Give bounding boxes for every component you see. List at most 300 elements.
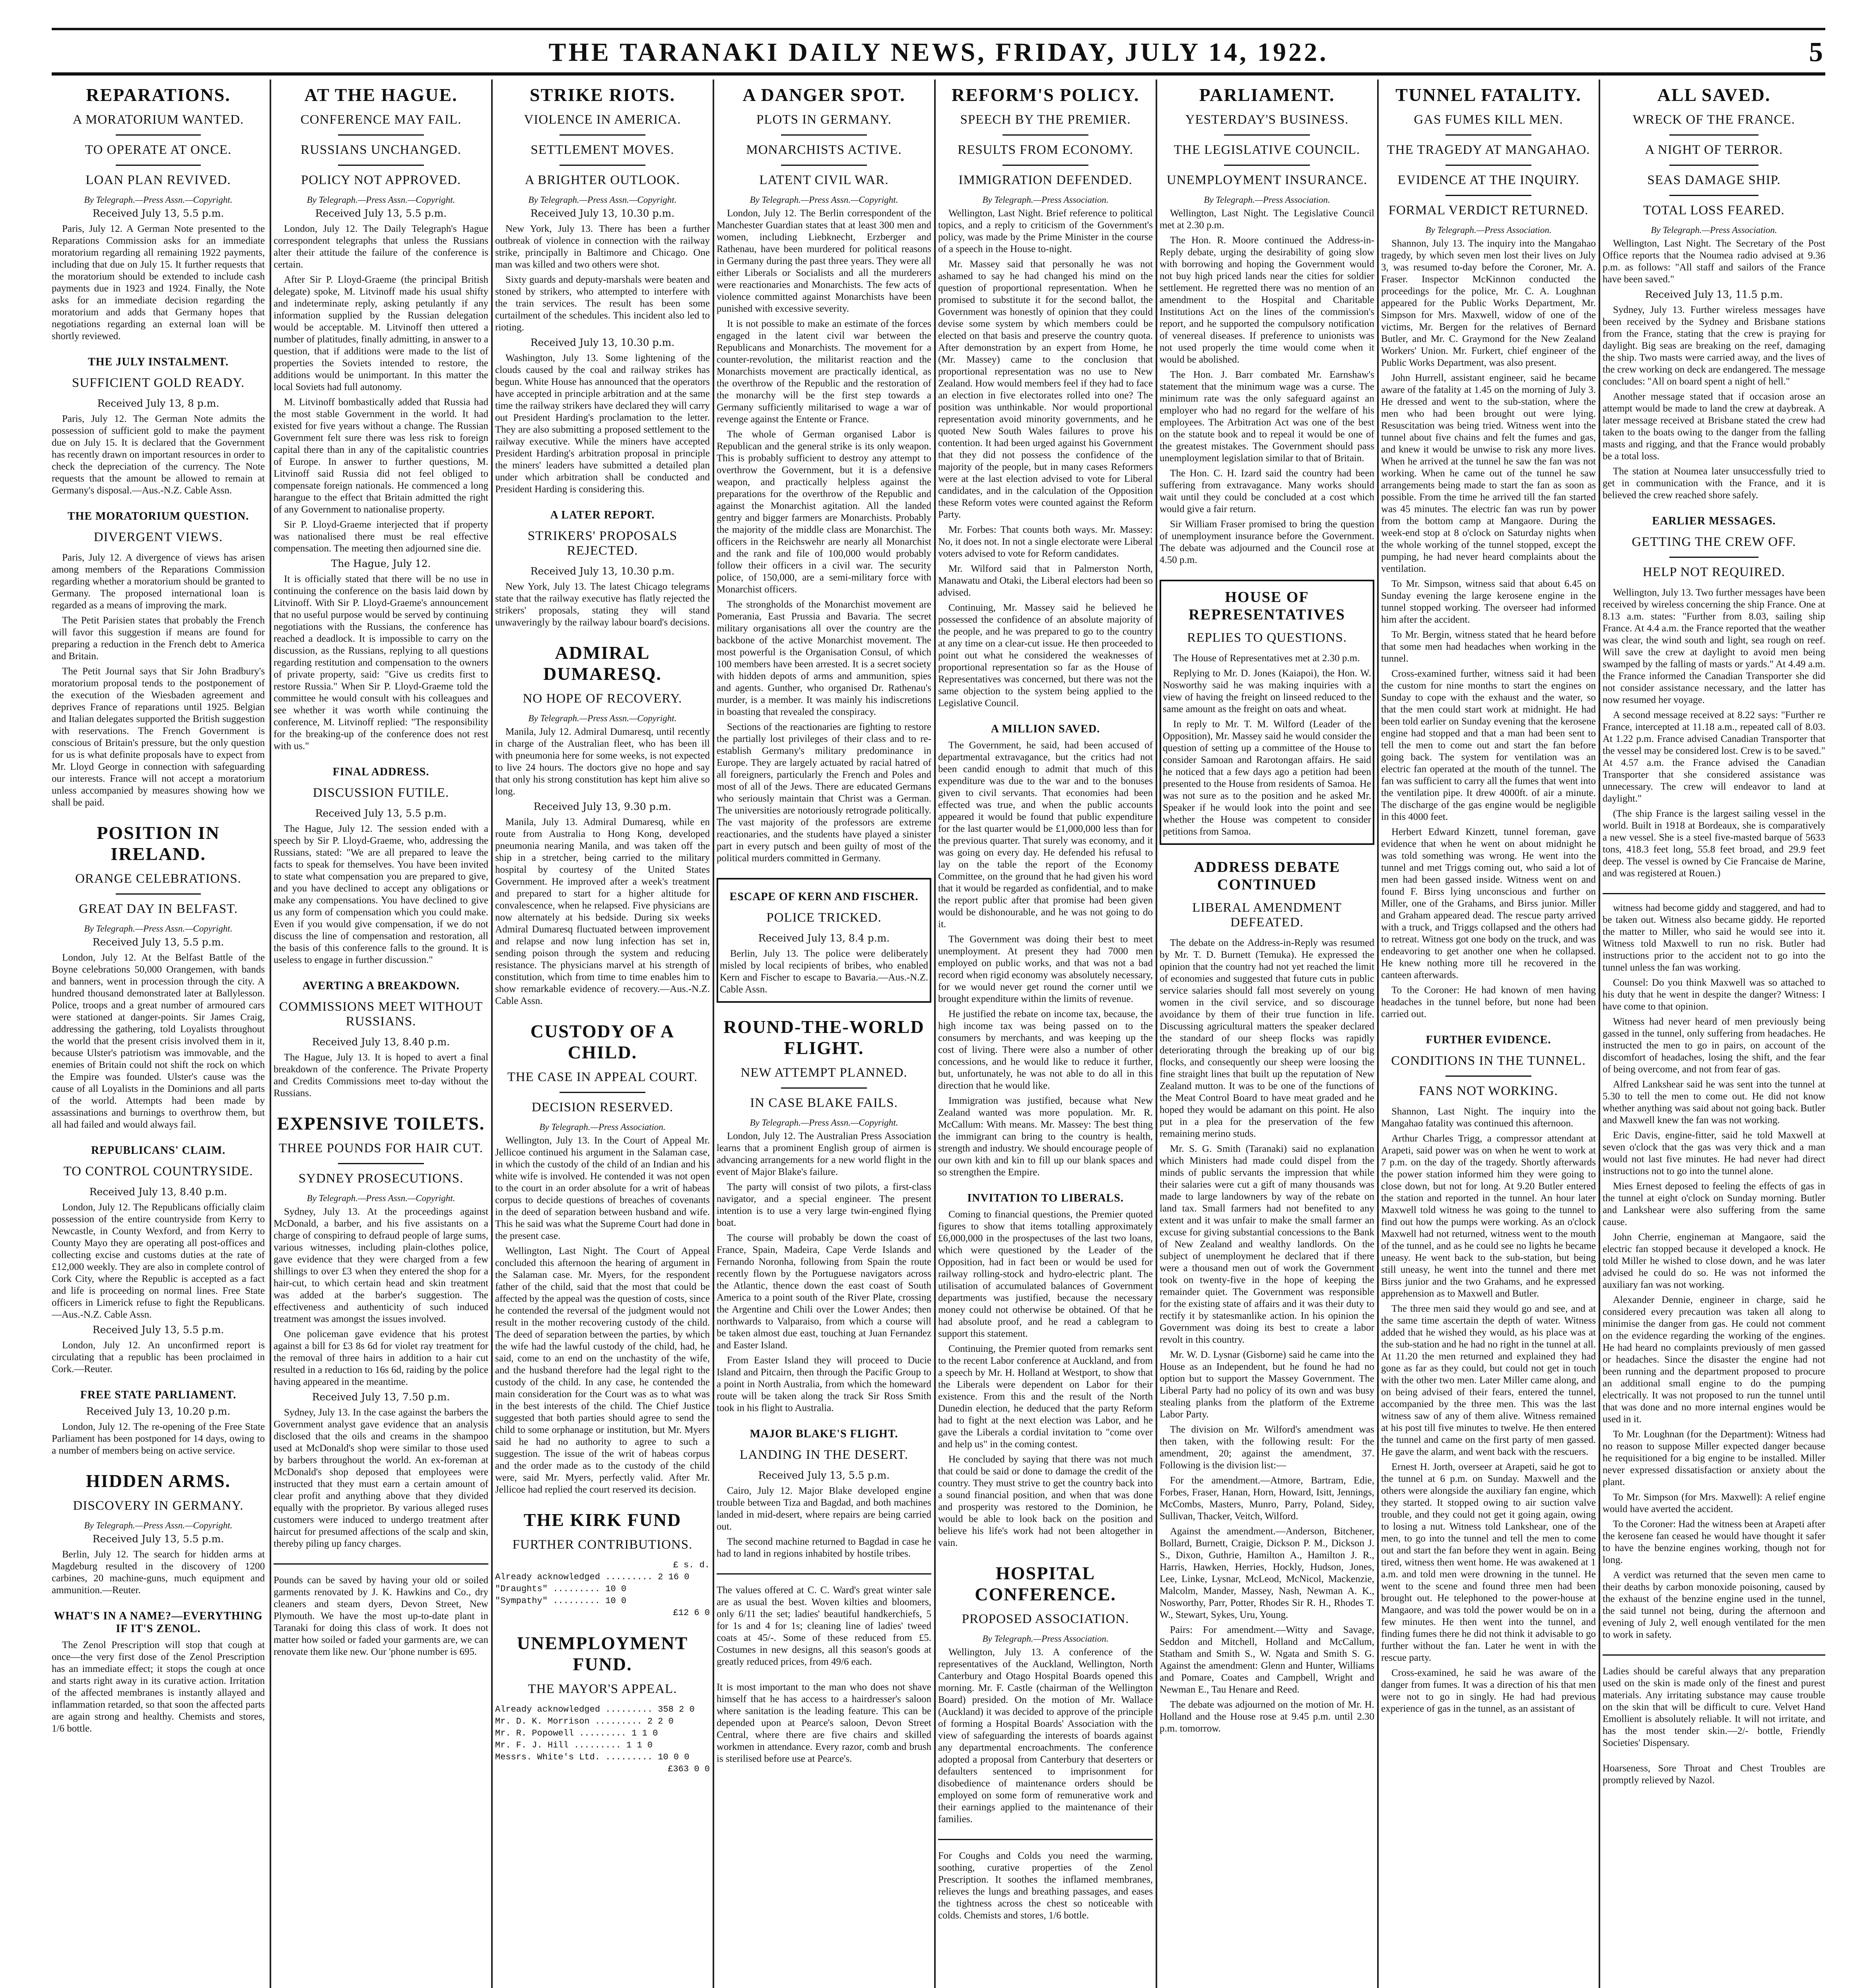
article-body: The Petit Parisien states that probably the French will favor this suggestion if means are found for preparing a reduction in the French debt to America and Britain. — [52, 615, 265, 662]
deck: SUFFICIENT GOLD READY. — [72, 376, 245, 390]
article-later-report — [495, 509, 710, 629]
article-body: Ladies should be careful always that any preparation used on the skin is made only of the finest and purest materials. Any irritating substance may cause trouble on the skin that will be difficult to cure. Velvet Hand Emollient is absolutely reliable. It will not irritate, and has the most tender skin.—2/- bottle, Friendly Societies' Dispensary. — [1603, 1666, 1825, 1748]
deck: RUSSIANS UNCHANGED. — [300, 143, 462, 157]
article-body: To Mr. Bergin, witness stated that he heard before that some men had headaches when working in the tunnel. — [1381, 629, 1596, 664]
article-body: Another message stated that if occasion arose an attempt would be made to land the crew at daybreak. A later message received at Brisbane stated the crew had taken to the boats owing to the danger from the falling masts and rigging, and that the France would probably be a total loss. — [1603, 391, 1825, 462]
article-body: For the amendment.—Atmore, Bartram, Edie, Forbes, Fraser, Hanan, Horn, Howard, Isitt, Jennings, McCombs, Masters, Munro, Parry, Poland, Sidey, Sullivan, Thacker, Veitch, Wilford. — [1160, 1475, 1374, 1522]
article-body: Sir William Fraser promised to bring the question of unemployment insurance before the Government. The debate was adjourned and the Council rose at 4.50 p.m. — [1160, 519, 1374, 565]
article-body: London, July 12. An unconfirmed report is circulating that a republic has been proclaimed in Cork.—Reuter. — [52, 1340, 265, 1375]
article-body: He concluded by saying that there was not much that could be said or done to damage the credit of the country. They must strive to get the country back into a sound financial position, and when that was done and prosperity was restored to the Dominion, he would be able to look back on the position and believe his life's work had not been altogether in vain. — [938, 1454, 1153, 1548]
received-line: Received July 13, 5.5 p.m. — [92, 1324, 224, 1336]
deck: HELP NOT REQUIRED. — [1642, 565, 1786, 579]
headline: POSITION IN IRELAND. — [97, 823, 220, 864]
contribution-total: £12 6 0 — [673, 1608, 710, 1618]
deck: STRIKERS' PROPOSALS REJECTED. — [527, 529, 678, 558]
deck: LATENT CIVIL WAR. — [759, 173, 889, 187]
article-hospital-conference — [938, 1563, 1153, 1825]
article-body: To the Coroner: Had the witness been at Arapeti after the kerosene fan ceased he would have thought it safer to have the benzine engines working, though not for long. — [1603, 1519, 1825, 1565]
deck: GETTING THE CREW OFF. — [1632, 535, 1796, 549]
article-body: New York, July 13. There has been a further outbreak of violence in connection with the railway strike, principally in Baltimore and Chicago. One man was killed and two others were shot. — [495, 223, 710, 270]
article-body: It is not possible to make an estimate of the forces engaged in the latent civil war between the Republicans and Monarchists. The movement for a counter-revolution, the militarist reaction and the Monarchists movement are practically identical, as the overthrow of the Republic and the restoration of the monarchy will be the first step towards a Germany sufficiently militarised to wage a war of revenge against the Entente or France. — [717, 318, 931, 425]
headline: HIDDEN ARMS. — [86, 1471, 231, 1491]
deck: THE MAYOR'S APPEAL. — [528, 1682, 677, 1696]
subheading: INVITATION TO LIBERALS. — [967, 1192, 1124, 1204]
deck: TO OPERATE AT ONCE. — [85, 143, 231, 157]
subheading: AVERTING A BREAKDOWN. — [302, 980, 460, 992]
article-body: London, July 12. The Daily Telegraph's Hague correspondent telegraphs that unless the Russians alter their attitude the failure of the conference is certain. — [274, 223, 488, 270]
article-body: It is most important to the man who does not shave himself that he has access to a hairdresser's saloon where sanitation is the leading feature. This can be depended upon at Pearce's saloon, Devon Street Central, where there are five chairs and skilled workmen in attendance. Every razor, comb and brush is sterilised before use at Pearce's. — [717, 1682, 931, 1764]
headline: REFORM'S POLICY. — [951, 85, 1140, 105]
money-header: £ s. d. — [673, 1560, 710, 1570]
subheading: EARLIER MESSAGES. — [1652, 515, 1776, 527]
article-round-the-world-flight — [717, 1016, 931, 1414]
article-body: Mr. W. D. Lysnar (Gisborne) said he came into the House as an Independent, but he found he had no option but to support the Massey Government. The Liberal Party had no policy of its own and was busy stealing planks from the platform of the Extreme Labor Party. — [1160, 1349, 1374, 1420]
deck: SETTLEMENT MOVES. — [530, 143, 674, 157]
advertisement-pearce-saloon — [717, 1681, 931, 1765]
deck-rule — [1669, 165, 1758, 166]
headline: EXPENSIVE TOILETS. — [277, 1113, 485, 1134]
deck: DISCOVERY IN GERMANY. — [73, 1499, 244, 1513]
deck: LANDING IN THE DESERT. — [740, 1448, 908, 1462]
deck: THE TRAGEDY AT MANGAHAO. — [1387, 143, 1590, 157]
deck-rule — [1669, 557, 1758, 558]
received-line: Received July 13, 11.5 p.m. — [1645, 289, 1783, 300]
deck: GAS FUMES KILL MEN. — [1414, 113, 1563, 127]
article-kirk-fund — [495, 1509, 710, 1619]
deck: FURTHER CONTRIBUTIONS. — [512, 1538, 693, 1552]
deck: ORANGE CELEBRATIONS. — [75, 872, 241, 886]
article-body: The course will probably be down the coast of France, Spain, Madeira, Cape Verde Islands and Fernando Noronha, following from Spain the route recently flown by the Portuguese navigators across the Atlantic, thence down the east coast of South America to a point south of the River Plate, crossing the Argentine and Chili over the Lower Andes; then northwards to Valparaiso, from which a course will be taken almost due east, touching at Juan Fernandez and Easter Island. — [717, 1233, 931, 1351]
article-body: Sir P. Lloyd-Graeme interjected that if property was nationalised there must be real effective compensation. The meeting then adjourned sine die. — [274, 519, 488, 554]
article-body: London, July 12. The re-opening of the Free State Parliament has been postponed for 14 days, owing to a number of members being on active service. — [52, 1421, 265, 1456]
deck-rule — [1446, 195, 1531, 196]
article-body: The station at Noumea later unsuccessfully tried to get in communication with the France, and it is believed the crew reached shore safely. — [1603, 466, 1825, 501]
deck-rule — [560, 1092, 645, 1093]
subheading: FURTHER EVIDENCE. — [1426, 1034, 1551, 1046]
deck-rule — [1224, 134, 1310, 136]
article-body: Arthur Charles Trigg, a compressor attendant at Arapeti, said power was on when he went to work at 7 p.m. on the day of the tragedy. Shortly afterwards the power station informed him they were going to close down, but not for long. At 9.20 Butler entered the station and reported in the tunnel. An hour later Maxwell told witness he was going to the tunnel to find out how the pumps were working. As an o'clock Maxwell had not returned, witness went to the mouth of the tunnel, and as he could see no lights he became uneasy. He went back to the sub-station, but being still uneasy, he went into the tunnel and there met Birss junior and the two Grahams, and he expressed apprehension as to Maxwell and Butler. — [1381, 1133, 1596, 1299]
deck-rule — [781, 165, 867, 166]
article-body: Mr. Massey said that personally he was not ashamed to say he had changed his mind on the question of proportional representation. When he promised to substitute it for the second ballot, the Government was honestly of opinion that they could devise some system by which members could be elected on that basis and preserve the country quota. After demonstration by an expert from Home, he (Mr. Massey) came to the conclusion that proportional representation was no use to New Zealand. How would members feel if they had to face an election in five electorates rolled into one? The position was unthinkable. Nor would proportional representation avoid minority governments, and he quoted New South Wales failures to prove his contention. It had been urged against his Government that they did not possess the confidence of the majority of the people, but in many cases Reformers were at the last election advised to vote for Liberal candidates, and in the calculation of the Opposition these Reform votes were counted against the Reform Party. — [938, 259, 1153, 520]
deck: SPEECH BY THE PREMIER. — [960, 113, 1131, 127]
article-free-state-parliament — [52, 1389, 265, 1457]
deck-rule — [338, 1163, 424, 1164]
byline: By Telegraph.—Press Association. — [1651, 225, 1777, 235]
subheading: ESCAPE OF KERN AND FISCHER. — [729, 891, 919, 903]
received-line: Received July 13, 8.4 p.m. — [758, 932, 890, 944]
deck-rule — [1224, 165, 1310, 166]
article-at-the-hague — [274, 84, 488, 752]
byline: By Telegraph.—Press Association. — [982, 1634, 1109, 1644]
article-body: It is officially stated that there will be no use in continuing the conference on the basis laid down by Litvinoff. With Sir P. Lloyd-Graeme's announcement that no useful purpose would be served by continuing negotiations with the Russians, the conference has reached a deadlock. It is impossible to carry on the discussion, as the Russians, replying to all questions regarding restitution and compensation to the owners of private property, said: "Give us credits first to restore Russia." When Sir P. Lloyd-Graeme told the committee he would consult with his colleagues and see whether it was worth while continuing the conference, M. Litvinoff replied: "The responsibility for the breaking-up of the conference does not rest with us." — [274, 574, 488, 751]
article-body: Sixty guards and deputy-marshals were beaten and stoned by strikers, who attempted to interfere with the train services. The result has been some curtailment of the schedules. This incident also led to rioting. — [495, 274, 710, 333]
masthead-top-rule — [52, 28, 1825, 30]
advertisement-zenol-colds — [938, 1850, 1153, 1922]
byline: By Telegraph.—Press Assn.—Copyright. — [307, 1193, 455, 1203]
article-body: The Government, he said, had been accused of departmental extravagance, but the critics had not been candid enough to admit that much of this expenditure was due to the war and to the bonuses given to civil servants. That economies had been effected was true, and when the public accounts appeared it would be found that public expenditure for the last quarter would be £1,000,000 less than for the previous quarter. That surely was economy, and it was going on every day. He defended his refusal to lay on the table the report of the Economy Committee, on the ground that he had given his word that it would be regarded as confidential, and to make the report public after that promise had been given would be dishonourable, and he was not going to do it. — [938, 740, 1153, 930]
article-body: The values offered at C. C. Ward's great winter sale are as usual the best. Woven kilties and bloomers, only 6/11 the set; ladies' beautiful handkerchiefs, 5 for 1s and 4 for 1s; cleaning line of ladies' tweed coats at 45/-. Some of these reduced from £5. Costumes in new designs, all this season's goods at greatly reduced prices, from 49/6 each. — [717, 1585, 931, 1667]
article-body: Cross-examined, he said he was aware of the danger from fumes. It was a direction of his that men were not to go in singly. He had had previous experience of gas in the tunnel, as an assistant of — [1381, 1668, 1596, 1714]
article-million-saved — [938, 723, 1153, 1178]
deck-rule — [116, 893, 201, 895]
deck: COMMISSIONS MEET WITHOUT RUSSIANS. — [279, 1000, 483, 1029]
article-further-evidence — [1381, 1034, 1596, 1715]
deck: LIBERAL AMENDMENT DEFEATED. — [1192, 901, 1342, 930]
column-4 — [717, 80, 931, 1988]
article-body: Herbert Edward Kinzett, tunnel foreman, gave evidence that when he went on about midnight he was told something was wrong. He went into the tunnel and met Triggs coming out, who said a lot of men had been gassed inside. Witness went on and found F. Birss lying unconscious and further on Miller, one of the Grahams, and Birss junior. Miller and Graham appeared dead. The rescue party arrived with a truck, and Triggs collapsed and the others had to retreat. Witness got one body on the truck, and was endeavoring to get another one when he collapsed. He knew nothing more till he recovered in the canteen afterwards. — [1381, 827, 1596, 980]
deck: CONFERENCE MAY FAIL. — [300, 113, 462, 127]
deck: TO CONTROL COUNTRYSIDE. — [63, 1164, 253, 1178]
article-body: Wellington, July 13. A conference of the representatives of the Auckland, Wellington, North Canterbury and Otago Hospital Boards opened this morning. Mr. F. Castle (chairman of the Wellington Board) presided. On the motion of Mr. Wallace (Auckland) it was decided to approve of the principle of forming a Hospital Boards' Association with the view of safeguarding the interests of boards against any departmental encroachments. The conference adopted a proposal from Canterbury that deserters or defaulters sentenced to imprisonment for disobedience of maintenance orders should be employed on some form of remunerative work and their earnings applied to the maintenance of their families. — [938, 1647, 1153, 1825]
article-body: After Sir P. Lloyd-Graeme (the principal British delegate) spoke, M. Litvinoff made his usual shifty and indeterminate reply, asking petulantly if any information supplied by the Russian delegation would be acceptable. M. Litvinoff then uttered a number of platitudes, finally admitting, in answer to a question, that if additions were made to the list of properties the Soviets intended to restore, the additions would be unimportant. In this matter the local Soviets had full autonomy. — [274, 274, 488, 392]
deck: A NIGHT OF TERROR. — [1645, 143, 1783, 157]
column-6 — [1160, 80, 1374, 1988]
contribution-row: Mr. D. K. Morrison ......... 2 2 0 — [495, 1716, 674, 1726]
deck: RESULTS FROM ECONOMY. — [958, 143, 1133, 157]
deck-rule — [560, 165, 645, 166]
article-body: Wellington, Last Night. The Court of Appeal concluded this afternoon the hearing of argument in the Salaman case. Mr. Myers, for the respondent father of the child, said that the most that could be affected by the appeal was the question of costs, since he contended the reversal of the judgment would not result in the mother recovering custody of the child. The deed of separation between the parties, by which the wife had the lawful custody of the child, had, he said, come to an end on the unchastity of the wife, and the husband therefore had the legal right to the custody of the child. In any case, he contended the main consideration for the Court was as to what was in the best interests of the child. The Chief Justice suggested that both parties should agree to send the child to some orphanage or institution, but Mr. Myers said he had no authority to agree to such a suggestion. The issue of the writ of habeas corpus and the order made as to the custody of the child were, said Mr. Myers, perfectly valid. After Mr. Jellicoe had replied the court reserved its decision. — [495, 1246, 710, 1495]
article-body: The division on Mr. Wilford's amendment was then taken, with the following result: For the amendment, 20; against the amendment, 37. Following is the division list:— — [1160, 1424, 1374, 1471]
article-body: He justified the rebate on income tax, because, the high income tax was being passed on to the consumers by merchants, and was keeping up the cost of living. There were also a number of other concessions, and he would like to reduce it further, but, unfortunately, he was not able to do all in this direction that he would like. — [938, 1009, 1153, 1091]
article-body: Paris, July 12. A German Note presented to the Reparations Commission asks for an immediate moratorium regarding all remaining 1922 payments, including that due on July 15. It further requests that the moratorium should be extended to include cash payments due in 1923 and 1924. Finally, the Note asks for an immediate decision regarding the moratorium and adds that Germany hopes that negotiations regarding an external loan will be shortly reviewed. — [52, 223, 265, 342]
subheading: THE MORATORIUM QUESTION. — [67, 510, 249, 522]
byline: By Telegraph.—Press Assn.—Copyright. — [750, 195, 898, 205]
byline: By Telegraph.—Press Association. — [1425, 225, 1552, 235]
article-body: New York, July 13. The latest Chicago telegrams state that the railway executive has flatly rejected the strikers' proposals, stating they will stand unwaveringly by the railway labour board's decisions. — [495, 581, 710, 628]
deck-rule — [1669, 134, 1758, 136]
contribution-row: Messrs. White's Ltd. ......... 10 0 0 — [495, 1752, 690, 1762]
column-rule — [1599, 80, 1600, 1988]
byline: By Telegraph.—Press Assn.—Copyright. — [84, 924, 233, 934]
received-line: Received July 13, 10.30 p.m. — [530, 337, 675, 348]
article-body: Cairo, July 12. Major Blake developed engine trouble between Tiza and Bagdad, and both machines landed in mid-desert, where repairs are being carried out. — [717, 1485, 931, 1532]
article-body: Wellington, Last Night. Brief reference to political topics, and a reply to criticism of the Government's policy, was made by the Prime Minister in the course of a speech in the House to-night. — [938, 208, 1153, 254]
subheading: THE JULY INSTALMENT. — [88, 356, 229, 368]
deck: FANS NOT WORKING. — [1419, 1084, 1558, 1098]
article-reparations — [52, 84, 265, 342]
headline: ADDRESS DEBATE CONTINUED — [1193, 859, 1341, 893]
deck-rule — [338, 134, 424, 136]
deck: THREE POUNDS FOR HAIR CUT. — [278, 1141, 483, 1155]
article-body: London, July 12. The Republicans officially claim possession of the entire countryside from Kerry to Newcastle, in County Wexford, and from Kerry to County Mayo they are operating all post-offices and collecting excise and customs duties at the rate of £12,000 weekly. They are also in complete control of Cork City, where the Republic is accepted as a fact and life is proceeding on normal lines. Free State officers in Limerick refuse to fight the Republicans.—Aus.-N.Z. Cable Assn. — [52, 1202, 265, 1320]
advertisement-hawkins — [274, 1574, 488, 1658]
headline: UNEMPLOYMENT FUND. — [517, 1633, 688, 1674]
deck: IMMIGRATION DEFENDED. — [958, 173, 1133, 187]
separator — [717, 1573, 931, 1574]
article-body: Berlin, July 13. The police were deliberately misled by local recipients of bribes, who enabled Kern and Fischer to escape to Bavaria.—Aus.-N.Z. Cable Assn. — [720, 948, 928, 995]
article-body: Wellington, Last Night. The Legislative Council met at 2.30 p.m. — [1160, 208, 1374, 231]
received-line: Received July 13, 7.50 p.m. — [312, 1391, 450, 1403]
article-body: The Hon. C. H. Izard said the country had been suffering from extravagance. Many works should wait until they could be concluded at a cost which would give a fair return. — [1160, 468, 1374, 514]
article-body: The Government was doing their best to meet unemployment. At present they had 7000 men employed on public works, and that was not a bad record when rigid economy was absolutely necessary, for we would never get round the corner until we brought expenditure within the limits of revenue. — [938, 934, 1153, 1004]
byline: By Telegraph.—Press Assn.—Copyright. — [750, 1118, 898, 1128]
deck: SEAS DAMAGE SHIP. — [1647, 173, 1781, 187]
article-danger-spot — [717, 84, 931, 864]
article-republicans-claim — [52, 1144, 265, 1375]
received-line: Received July 13, 5.5 p.m. — [315, 808, 447, 819]
article-body: The debate was adjourned on the motion of Mr. H. Holland and the House rose at 9.45 p.m. until 2.30 p.m. tomorrow. — [1160, 1699, 1374, 1734]
article-body: Pairs: For amendment.—Witty and Savage, Seddon and Mitchell, Holland and McCallum, Statham and Smith S., W. Ngata and Smith S. G. Against the amendment: Glenn and Hunter, Williams and Pomare, Coates and Campbell, Wright and Newman E., Tau Henare and Reed. — [1160, 1625, 1374, 1695]
article-hidden-arms — [52, 1470, 265, 1596]
page-columns — [52, 80, 1825, 1988]
deck-rule — [781, 1087, 867, 1089]
deck: POLICY NOT APPROVED. — [301, 173, 461, 187]
article-body: To Mr. Simpson (for Mrs. Maxwell): A relief engine would have averted the accident. — [1603, 1492, 1825, 1514]
newspaper-title: THE TARANAKI DAILY NEWS, FRIDAY, JULY 14, 1922. — [548, 38, 1329, 67]
received-line: Received July 13, 5.5 p.m. — [758, 1470, 890, 1481]
received-line: Received July 13, 10.30 p.m. — [530, 565, 675, 577]
article-body: Wellington, July 13. In the Court of Appeal Mr. Jellicoe continued his argument in the Salaman case, in which the custody of the child of an Indian and his white wife is involved. He contended it was not open to the court in an order absolute for a writ of habeas corpus to decide questions of breaches of covenants in the deed of separation between husband and wife. This he said was what the Supreme Court had done in the present case. — [495, 1135, 710, 1241]
article-body: Sydney, July 13. At the proceedings against McDonald, a barber, and his five assistants on a charge of conspiring to defraud people of large sums, various witnesses, including plain-clothes police, gave evidence that they were charged from a few shillings to over £3 when they entered the shop for a hair-cut, to which certain head and skin treatment was added at the barber's suggestion. The effectiveness and authenticity of such induced treatment was amongst the issues involved. — [274, 1206, 488, 1324]
subheading: A LATER REPORT. — [550, 509, 655, 521]
article-body: John Hurrell, assistant engineer, said he became aware of the fatality at 1.45 on the morning of July 3. He dressed and went to the sub-station, where the men who had been brought out were lying. Resuscitation was being tried. Witness went into the tunnel about five chains and felt the fumes and gas, and knew it would be unwise to risk any more lives. When he arrived at the tunnel he saw the fan was not working. When he came out of the tunnel he saw arrangements being made to start the fan as soon as possible. From the time he arrived till the fan started was 45 minutes. The electric fan was run by power from the bottom camp at Mangaore. During the week-end stop at 8 o'clock on Saturday nights when the whole working of the tunnel stopped, except the pumping, he had never heard complaints about the ventilation. — [1381, 373, 1596, 574]
deck: UNEMPLOYMENT INSURANCE. — [1166, 173, 1368, 187]
headline: HOUSE OF REPRESENTATIVES — [1189, 589, 1345, 623]
article-reforms-policy — [938, 84, 1153, 709]
article-body: To Mr. Simpson, witness said that about 6.45 on Sunday evening the large kerosene engine in the tunnel stopped working. The overseer had informed him after the accident. — [1381, 579, 1596, 625]
article-body: To Mr. Loughnan (for the Department): Witness had no reason to suppose Miller expected danger because he requisitioned for a big engine to be installed. Miller never expressed dissatisfaction or anxiety about the plant. — [1603, 1429, 1825, 1487]
deck: TOTAL LOSS FEARED. — [1643, 203, 1785, 217]
deck: FORMAL VERDICT RETURNED. — [1388, 203, 1589, 217]
article-body: Counsel: Do you think Maxwell was so attached to his duty that he went in despite the danger? Witness: I have come to that opinion. — [1603, 977, 1825, 1012]
article-body: (The ship France is the largest sailing vessel in the world. Built in 1918 at Bordeaux, she is comparatively a new vessel. She is a steel five-masted barque of 5633 tons, 418.3 feet long, 55.8 feet broad, and 29.9 feet deep. The vessel is owned by Cie Francaise de Marine, and was registered at Rouen.) — [1603, 808, 1825, 879]
article-body: A second message received at 8.22 says: "Further re France, intercepted at 11.18 a.m., repeated call of 8.03. At 1.22 p.m. France advised Canadian Transporter that the vessel may be considered lost. Crew is to be saved." At 4.57 a.m. the France advised the Canadian Transporter that she considered assistance was unnecessary. The crew will endeavor to land at daylight." — [1603, 710, 1825, 804]
contribution-row: "Sympathy" ......... 10 0 — [495, 1596, 627, 1606]
article-invitation-to-liberals — [938, 1192, 1153, 1549]
received-line: Received July 13, 8 p.m. — [97, 398, 220, 409]
article-escape-kern-fischer — [717, 878, 931, 1003]
deck-rule — [338, 165, 424, 166]
article-body: Sydney, July 13. In the case against the barbers the Government analyst gave evidence that an analysis disclosed that the oils and creams in the shampoo used at McDonald's shop were similar to those used by barbers throughout the world. An ex-foreman at McDonald's shop deposed that employees were instructed that they must earn a certain amount of clear profit and anything above that they divided equally with the proprietor. By various alleged ruses customers were induced to undergo treatment after haircut for presumed affections of the scalp and skin, thereby piling up fancy charges. — [274, 1407, 488, 1549]
received-line: Received July 13, 8.40 p.m. — [312, 1036, 450, 1048]
deck: DISCUSSION FUTILE. — [313, 786, 449, 800]
received-line: Received July 13, 5.5 p.m. — [92, 936, 224, 948]
deck: GREAT DAY IN BELFAST. — [79, 902, 238, 916]
deck-rule — [1446, 165, 1531, 166]
article-tunnel-continued — [1603, 902, 1825, 1641]
deck: NO HOPE OF RECOVERY. — [523, 691, 682, 706]
byline: By Telegraph.—Press Assn.—Copyright. — [307, 195, 455, 205]
separator — [938, 1839, 1153, 1840]
article-body: The House of Representatives met at 2.30 p.m. — [1173, 653, 1360, 664]
article-body: Alexander Dennie, engineer in charge, said he considered every precaution was taken all along to minimise the danger from gas. He could not comment on the evidence regarding the working of the engines. He had heard no complaints previously of men gassed or headaches. Since the disaster the engine had not been running and the department proposed to procure an additional small engine to do the pumping electrically. It was not proposed to run the tunnel until that was done and no more internal engines would be used in it. — [1603, 1295, 1825, 1425]
article-body: Shannon, Last Night. The inquiry into the Mangahao fatality was continued this afternoon. — [1381, 1106, 1596, 1129]
article-tunnel-fatality — [1381, 84, 1596, 1020]
subheading: FINAL ADDRESS. — [332, 766, 429, 778]
contribution-row: Mr. R. Popowell ......... 1 1 0 — [495, 1728, 658, 1738]
article-body: Coming to financial questions, the Premier quoted figures to show that items totalling approximately £6,000,000 in the prospectuses of the last two loans, which were questioned by the Leader of the Opposition, had in fact been or would be used for railway rolling-stock and hydro-electric plant. The utilisation of accumulated balances of Government departments was justified, because the necessary money could not otherwise be obtained. Of that he had absolute proof, and he read a cablegram to support this statement. — [938, 1209, 1153, 1339]
deck: THE CASE IN APPEAL COURT. — [507, 1070, 698, 1084]
article-body: A verdict was returned that the seven men came to their deaths by carbon monoxide poisoning, caused by the exhaust of the benzine engine used in the tunnel, the said tunnel not being, during the afternoon and evening of July 2, well enough ventilated for the men to work in safety. — [1603, 1570, 1825, 1640]
article-body: John Cherrie, engineman at Mangaore, said the electric fan stopped because it developed a knock. He told Miller he wished to close down, and he was later advised he could do so. He was not informed the auxiliary fan was not working. — [1603, 1232, 1825, 1290]
subheading: A MILLION SAVED. — [991, 723, 1100, 735]
deck-rule — [1669, 195, 1758, 196]
advertisement-velvet-hand — [1603, 1666, 1825, 1749]
article-body: Replying to Mr. D. Jones (Kaiapoi), the Hon. W. Nosworthy said he was making inquiries with a view of having the freight on linseed reduced to the same amount as the freight on oats and wheat. — [1163, 668, 1371, 714]
headline: AT THE HAGUE. — [304, 85, 458, 105]
headline: THE KIRK FUND — [523, 1510, 682, 1530]
column-rule — [1377, 80, 1379, 1988]
deck: DECISION RESERVED. — [531, 1100, 674, 1114]
article-body: Mr. Forbes: That counts both ways. Mr. Massey: No, it does not. In not a single electorate were Liberal voters advised to vote for Reform candidates. — [938, 524, 1153, 559]
deck: THE LEGISLATIVE COUNCIL. — [1174, 143, 1360, 157]
article-body: Sections of the reactionaries are fighting to restore the partially lost privileges of their class and to re-establish Germany's military predominance in Europe. They are largely actuated by racial hatred of all foreigners, particularly the French and Poles and most of all of the Jews. There are educated Germans who seriously maintain that Christ was a German. The universities are notoriously retrograde politically. The vast majority of the professors are extreme reactionaries, and the students have played a sinister part in every putsch and been guilty of most of the political murders committed in Germany. — [717, 722, 931, 864]
subheading: FREE STATE PARLIAMENT. — [80, 1389, 237, 1401]
deck: EVIDENCE AT THE INQUIRY. — [1397, 173, 1580, 187]
article-body: M. Litvinoff bombastically added that Russia had the most stable Government in the world. It had existed for five years without a change. The Russian Government felt sure there was less risk to foreign capital there than in any of the capitalistic countries of Europe. In answer to further questions, M. Litvinoff said Russia did not feel obliged to compensate foreign nationals. He commenced a long harangue to the effect that Britain admitted the right of any Government to nationalise property. — [274, 397, 488, 515]
headline: ROUND-THE-WORLD FLIGHT. — [723, 1017, 925, 1058]
article-body: Continuing, the Premier quoted from remarks sent to the recent Labor conference at Auckland, and from a speech by Mr. H. Holland at Westport, to show that the Liberals were dependent on Labor for their existence. From this and the result of the North Dunedin election, he deduced that the party Reform had to fight at the next election was Labor, and he gave the Liberals a cordial invitation to "come over and help us" in the coming contest. — [938, 1343, 1153, 1450]
article-body: Berlin, July 12. The search for hidden arms at Magdeburg resulted in the discovery of 1200 carbines, 20 machine-guns, much equipment and ammunition.—Reuter. — [52, 1549, 265, 1596]
byline: By Telegraph.—Press Association. — [1204, 195, 1330, 205]
article-body: From Easter Island they will proceed to Ducie Island and Pitcairn, then through the Pacific Group to a point in North Australia, from which the homeward route will be taken along the track Sir Ross Smith took in his flight to Australia. — [717, 1355, 931, 1413]
article-body: The Hague, July 12. The session ended with a speech by Sir P. Lloyd-Graeme, who, addressing the Russians, stated: "We are all prepared to leave the facts to speak for themselves. You have been invited to state what compensation you are prepared to give, and you have declined to accept any obligations or make any compensations. You have declined to give us any form of compensation which you could make. Even if you would give compensation, if we do not discuss the line of compensation and restoration, all the basis of this conference falls to the ground. It is useless to engage in further discussion." — [274, 823, 488, 965]
subheading: MAJOR BLAKE'S FLIGHT. — [750, 1428, 898, 1440]
article-custody-of-child — [495, 1021, 710, 1496]
article-body: Manila, July 13. Admiral Dumaresq, while en route from Australia to Hong Kong, developed pneumonia nearing Manila, and was taken off the ship in a stretcher, being carried to the military hospital by courtesy of the United States Government. He improved after a week's treatment and prepared to start for a higher altitude for convalescence, when he relapsed. Five physicians are now alternately at his bedside. During six weeks Admiral Dumaresq fluctuated between improvement and relapse and now lung infection has set in, sending poison through the system and reducing resistance. The physicians marvel at his strength of constitution, which from time to time enables him to show remarkable evidence of recovery.—Aus.-N.Z. Cable Assn. — [495, 817, 710, 1006]
byline: By Telegraph.—Press Assn.—Copyright. — [84, 195, 233, 205]
received-line: Received July 13, 9.30 p.m. — [533, 801, 672, 812]
column-2 — [274, 80, 488, 1988]
article-body: Paris, July 12. A divergence of views has arisen among members of the Reparations Commission regarding whether a moratorium should be granted to Germany. The proposed international loan is regarded as a means of improving the mark. — [52, 552, 265, 611]
deck: IN CASE BLAKE FAILS. — [750, 1096, 898, 1110]
deck: REPLIES TO QUESTIONS. — [1187, 631, 1347, 645]
article-parliament — [1160, 84, 1374, 566]
article-body: For Coughs and Colds you need the warming, soothing, curative properties of the Zenol Prescription. It soothes the inflamed membranes, relieves the lungs and breathing passages, and eases the tightness across the chest so noticeable with colds. Chemists and stores, 1/6 bottle. — [938, 1850, 1153, 1921]
contribution-row: Mr. F. J. Hill ......... 1 1 0 — [495, 1740, 653, 1750]
article-body: Cross-examined further, witness said it had been the custom for nine months to start the engines on Sunday to cope with the exhaust and the water, so that the men could start work at midnight. He had been told earlier on Sunday evening that the kerosene engine had stopped and that a man had been sent to tell the men to come out and start the fan before going back. The system for ventilation was an electric fan operated at the mouth of the tunnel. The fan was sufficient to carry all the fumes that went into the ventilation pipe. It drew 4000ft. of air a minute. The discharge of the gas engine would be negligible in this 4000 feet. — [1381, 668, 1596, 822]
article-body: The party will consist of two pilots, a first-class navigator, and a special engineer. The present intention is to use a very large twin-engined flying boat. — [717, 1182, 931, 1228]
article-body: To the Coroner: He had known of men having headaches in the tunnel before, but none had been carried out. — [1381, 985, 1596, 1019]
article-body: The whole of German organised Labor is Republican and the general strike is its only weapon. This is probably sufficient to destroy any attempt to overthrow the Government, but it is a defensive weapon, and practically helpless against the preparations for the overthrow of the Republic and against the Monarchist agitation. All the landed gentry and bigger farmers are Monarchists. Probably the majority of the middle class are Monarchist. The officers in the Reichswehr are nearly all Monarchist and the rank and file of 100,000 would probably follow their officers in a civil war. The security police, of 150,000, are a semi-military force with Monarchist officers. — [717, 429, 931, 595]
column-5 — [938, 80, 1153, 1988]
masthead-bottom-rule — [52, 72, 1825, 76]
byline: By Telegraph.—Press Assn.—Copyright. — [84, 1520, 233, 1530]
article-body: Mies Ernest deposed to feeling the effects of gas in the tunnel at eight o'clock on Sunday morning. Butler and Lankshear were also suffering from the same cause. — [1603, 1181, 1825, 1227]
subheading: WHAT'S IN A NAME?—EVERYTHING IF IT'S ZENOL. — [54, 1610, 263, 1635]
deck: MONARCHISTS ACTIVE. — [746, 143, 902, 157]
contribution-row: Already acknowledged ......... 358 2 0 — [495, 1705, 695, 1714]
article-body: Immigration was justified, because what New Zealand wanted was more population. Mr. R. McCallum: With means. Mr. Massey: The best thing the immigrant can bring to the country is health, strength and industry. We should encourage people of our own kith and kin to fill up our blank spaces and so strengthen the Empire. — [938, 1095, 1153, 1178]
column-7 — [1381, 80, 1596, 1988]
article-all-saved — [1603, 84, 1825, 501]
article-moratorium-question — [52, 510, 265, 809]
column-1 — [52, 80, 265, 1988]
deck: NEW ATTEMPT PLANNED. — [740, 1066, 907, 1080]
contribution-total: £363 0 0 — [668, 1764, 710, 1774]
article-body: One policeman gave evidence that his protest against a bill for £3 8s 6d for violet ray treatment for the removal of three hairs in addition to a hair cut resulted in a reduction to 16s 6d, raiding by the police having appeared in the meantime. — [274, 1329, 488, 1387]
advertisement-zenol — [52, 1610, 265, 1735]
deck-rule — [781, 134, 867, 136]
byline: By Telegraph.—Press Assn.—Copyright. — [528, 195, 677, 205]
column-rule — [1156, 80, 1157, 1988]
article-body: Eric Davis, engine-fitter, said he told Maxwell at seven o'clock that the gas was very thick and a man would not last five minutes. He had never had direct instructions not to go into the tunnel alone. — [1603, 1130, 1825, 1176]
article-body: London, July 12. At the Belfast Battle of the Boyne celebrations 50,000 Orangemen, with bands and banners, went in procession through the city. A hundred thousand demonstrated later at Ballylesson. Police, troops and a great number of armoured cars were stationed at danger-points. Sir James Craig, addressing the gathering, told Loyalists throughout the world that the present crisis involved them in it, because Ulster's patriotism was immovable, and the enemies of Britain could not shift the rock on which the Empire was founded. Ulster's cause was the cause of all Loyalists in the Dominions and all parts of the world. Attempts had been made by assassinations and burnings to overthrow them, but all had failed and would always fail. — [52, 952, 265, 1130]
article-body: Sydney, July 13. Further wireless messages have been received by the Sydney and Brisbane stations from the France, stating that the crew is praying for daylight. Big seas are breaking on the reef, damaging the ship. Two masts were carried away, and the lives of the crew working on deck are endangered. The message concludes: "All on board spent a night of hell." — [1603, 305, 1825, 387]
article-house-of-representatives — [1160, 580, 1374, 845]
article-body: Pounds can be saved by having your old or soiled garments renovated by J. K. Hawkins and Co., dry cleaners and steam dyers, Devon Street, New Plymouth. We have the most up-to-date plant in Taranaki for doing this class of work. It does not matter how soiled or faded your garments are, we can renovate them like new. Our 'phone number is 695. — [274, 1575, 488, 1657]
received-line: The Hague, July 12. — [331, 558, 431, 569]
deck-rule — [1446, 1076, 1531, 1077]
article-body: The Hon. R. Moore continued the Address-in-Reply debate, urging the desirability of going slow with borrowing and hoping the Government would not buy high priced lands near the cities for soldier settlement. He regretted there was no mention of an amendment to the Hospital and Charitable Institutions Act on the lines of the commission's report, and he supported the compulsory notification of venereal diseases. If preference to unionists was not used properly the time would come when it would be abolished. — [1160, 235, 1374, 365]
column-rule — [934, 80, 936, 1988]
article-body: The second machine returned to Bagdad in case he had to land in regions inhabited by hostile tribes. — [717, 1536, 931, 1559]
article-body: The three men said they would go and see, and at the same time ascertain the depth of water. Witness added that he wished they would, as his place was at the sub-station and he had no right in the tunnel at all. At 11.20 the men returned and explained they had gone as far as they could, but could not get in touch with the other two men. Later Miller came along, and on being advised of their fears, entered the tunnel, accompanied by the three men. This was the last witness saw of any of them alive. Witness remained at his post till five minutes to twelve. He then entered the tunnel and came on the first party of men gassed. He gave the alarm, and went back with the rescuers. — [1381, 1303, 1596, 1457]
subheading: REPUBLICANS' CLAIM. — [91, 1144, 225, 1157]
article-body: Against the amendment.—Anderson, Bitchener, Bollard, Burnett, Craigie, Dickson P. M., Dickson J. S., Dixon, Guthrie, Hamilton A., Hamilton J. R., Harris, Hawken, Herries, Hockly, Hudson, Jones, Lee, Linke, Lysnar, McLeod, McNicol, Mackenzie, Malcolm, Mander, Massey, Nash, Newman A. K., Nosworthy, Parr, Potter, Rhodes Sir R. H., Rhodes T. W., Stewart, Sykes, Uru, Young. — [1160, 1526, 1374, 1620]
article-body: Mr. S. G. Smith (Taranaki) said no explanation which Ministers had made could dispel from the minds of public servants the impression that while their salaries were cut a gift of many thousands was made to large landowners by way of the rebate on land tax. Small farmers had not benefited to any extent and it was unfair to make the small farmer an excuse for giving substantial concessions to the Bank of New Zealand and wealthy landlords. On the subject of unemployment he declared that if there were a thousand men out of work the Government took on twenty-five in the hope of keeping the remainder quiet. The Government was responsible for the existing state of affairs and it was their duty to rectify it by statesmanlike action. In his opinion the Government was doing its best to create a labor revolt in this country. — [1160, 1143, 1374, 1345]
received-line: Received July 13, 5.5 p.m. — [92, 208, 224, 219]
article-body: The Petit Journal says that Sir John Bradbury's moratorium proposal tends to the postponement of the execution of the Wiesbaden agreement and deprives France of reparations until 1925. Belgian and Italian delegates supported the British suggestion with reservations. The French Government is conscious of Britain's pressure, but the only question for us is what definite proposals have to expect from Mr. Lloyd George in connection with safeguarding our interests. France will not accept a moratorium unless accompanied by measures showing how we shall be paid. — [52, 666, 265, 808]
deck: A MORATORIUM WANTED. — [72, 113, 244, 127]
deck: SYDNEY PROSECUTIONS. — [298, 1171, 464, 1186]
separator — [1603, 893, 1825, 894]
headline: HOSPITAL CONFERENCE. — [975, 1563, 1116, 1604]
headline: PARLIAMENT. — [1199, 85, 1335, 105]
advertisement-ward-sale — [717, 1584, 931, 1668]
headline: ALL SAVED. — [1657, 85, 1771, 105]
article-admiral-dumaresq — [495, 642, 710, 1007]
article-body: witness had become giddy and staggered, and had to be taken out. Witness also became giddy. He reported the matter to Miller, who said he would see into it. Witness told Maxwell to run no risk. Butler had instructions prior to the accident not to go into the tunnel unless the fan was working. — [1603, 903, 1825, 973]
received-line: Received July 13, 8.40 p.m. — [89, 1186, 227, 1198]
deck-rule — [1003, 165, 1088, 166]
article-body: Shannon, July 13. The inquiry into the Mangahao tragedy, by which seven men lost their lives on July 3, was resumed to-day before the Coroner, Mr. A. Fraser. Inspector McKinnon conducted the proceedings for the police, Mr. C. A. Loughnan appeared for the Public Works Department, Mr. Simpson for Mrs. Maxwell, widow of one of the victims, Mr. Bergen for the relatives of Bernard Butler, and Mr. C. Graymond for the New Zealand Workers' Union. Mr. Furkert, chief engineer of the Public Works Department, was also present. — [1381, 238, 1596, 368]
article-body: Continuing, Mr. Massey said he believed he possessed the confidence of an absolute majority of the people, and he was prepared to go to the country at any time on a clear-cut issue. He then proceeded to point out what he considered the weaknesses of proportional representation so far as the House of Representatives was concerned, but there was not the same objection to the system being applied to the Legislative Council. — [938, 602, 1153, 709]
article-address-debate — [1160, 858, 1374, 1735]
received-line: Received July 13, 10.30 p.m. — [530, 208, 675, 219]
article-body: Alfred Lankshear said he was sent into the tunnel at 5.30 to tell the men to come out. He did not know whether anything was said about not going back. Butler and Maxwell knew the fan was not working. — [1603, 1079, 1825, 1126]
article-body: London, July 12. The Berlin correspondent of the Manchester Guardian states that at least 300 men and women, including Liebknecht, Erzberger and Rathenau, have been murdered for political reasons in Germany during the past three years. They were all either Liberals or Socialists and all the murderers were reactionaries and Monarchists. The few acts of violence committed against Monarchists have been punished with excessive severity. — [717, 208, 931, 314]
contribution-row: Already acknowledged ......... 2 16 0 — [495, 1572, 690, 1582]
deck-rule — [116, 134, 201, 136]
deck-rule — [116, 165, 201, 166]
byline: By Telegraph.—Press Assn.—Copyright. — [528, 713, 677, 723]
article-body: Hoarseness, Sore Throat and Chest Troubles are promptly relieved by Nazol. — [1603, 1763, 1825, 1786]
article-body: Mr. Wilford said that in Palmerston North, Manawatu and Otaki, the Liberal electors had been so advised. — [938, 563, 1153, 598]
article-major-blakes-flight — [717, 1428, 931, 1560]
column-rule — [713, 80, 714, 1988]
received-line: Received July 13, 5.5 p.m. — [92, 1533, 224, 1545]
deck-rule — [1003, 134, 1088, 136]
column-8 — [1603, 80, 1825, 1988]
column-3 — [495, 80, 710, 1988]
masthead — [52, 28, 1825, 76]
deck: PROPOSED ASSOCIATION. — [962, 1612, 1129, 1626]
headline: CUSTODY OF A CHILD. — [530, 1021, 675, 1062]
article-body: Wellington, July 13. Two further messages have been received by wireless concerning the ship France. One at 8.13 a.m. states: "Further from 8.03, sailing ship France. At 4.4 a.m. the France reported that the weather was clear, the wind south and light, sea rough on reef. Will save the crew at daylight to avoid men being swamped by the falling of masts or yards." At 4.49 a.m. the France informed the Canadian Transporter she did not consider assistance necessary, and the latter has now resumed her voyage. — [1603, 587, 1825, 705]
advertisement-nazol — [1603, 1763, 1825, 1786]
article-earlier-messages — [1603, 515, 1825, 879]
deck: LOAN PLAN REVIVED. — [85, 173, 231, 187]
article-body: Paris, July 12. The German Note admits the possession of sufficient gold to make the payment due on July 15. It is declared that the Government has recently drawn on important resources in order to check the depreciation of the currency. The Note requests that the amount be allowed to remain at Germany's disposal.—Aus.-N.Z. Cable Assn. — [52, 414, 265, 496]
headline: A DANGER SPOT. — [742, 85, 905, 105]
article-body: Wellington, Last Night. The Secretary of the Post Office reports that the Noumea radio advised at 9.36 p.m. as follows: "All staff and sailors of the France have been saved." — [1603, 238, 1825, 285]
byline: By Telegraph.—Press Association. — [982, 195, 1109, 205]
byline: By Telegraph.—Press Association. — [539, 1122, 666, 1132]
headline: STRIKE RIOTS. — [529, 85, 675, 105]
article-body: Manila, July 12. Admiral Dumaresq, until recently in charge of the Australian fleet, who has been ill with pneumonia here for some weeks, is not expected to live 24 hours. The doctors give no hope and say that only his strong constitution has kept him alive so long. — [495, 726, 710, 797]
article-body: The debate on the Address-in-Reply was resumed by Mr. T. D. Burnett (Temuka). He expressed the opinion that the country had not yet reached the limit of economies and suggested that future cuts in public service salaries should fall most severely on young women in the civil service, and so discourage avoidance by them of their true function in life. Discussing agricultural matters the speaker declared the standard of our sheep flocks was rapidly deteriorating through the breaking up of our big flocks, and consequently our sheep were loosing the fine straight lines that built up the reputation of New Zealand mutton. It was to be one of the functions of the Meat Control Board to have meat graded and he hoped they would be adamant on this point. He also put in a plea for the preservation of the few remaining merino studs. — [1160, 938, 1374, 1139]
headline: TUNNEL FATALITY. — [1395, 85, 1582, 105]
article-body: Ernest H. Jorth, overseer at Arapeti, said he got to the tunnel at 6 p.m. on Sunday. Maxwell and the others were alongside the auxiliary fan engine, which they started. It stopped owing to air suction valve trouble, and they could not get it going again, owing to losing a nut. Witness told Lankshear, one of the men, to go into the tunnel and tell the men to come out and start the fan before they went in again. Being tired, witness then went home. He was awakened at 1 a.m. and told men were drowning in the tunnel. He went to the scene and found three men had been brought out. He telephoned to the power-house at Mangaore, and was told the power would be on in a few minutes. He then went into the tunnel, and finding fumes there he did not think it advisable to go further without the fan. Later he went in with the rescue party. — [1381, 1462, 1596, 1663]
article-body: London, July 12. The Australian Press Association learns that a prominent English group of airmen is advancing arrangements for a new world flight in the event of Major Blake's failure. — [717, 1131, 931, 1177]
deck: CONDITIONS IN THE TUNNEL. — [1391, 1054, 1586, 1068]
article-body: In reply to Mr. T. M. Wilford (Leader of the Opposition), Mr. Massey said he would consider the question of setting up a committee of the House to consider Samoan and Rarotongan affairs. He said he noticed that a few days ago a petition had been presented to the House from residents of Samoa. He was not sure as to the position and he asked Mr. Speaker if he would look into the point and see whether the House was competent to consider petitions from Samoa. — [1163, 719, 1371, 837]
deck-rule — [560, 134, 645, 136]
received-line: Received July 13, 10.20 p.m. — [86, 1406, 231, 1417]
column-rule — [491, 80, 493, 1988]
article-body: The Hon. J. Barr combated Mr. Earnshaw's statement that the minimum wage was a curse. The minimum rate was the only safeguard against an employer who had no regard for the welfare of his employees. The Arbitration Act was one of the best on the statute book and to repeal it would be one of the greatest mistakes. The Government should pass unemployment legislation similar to that of Britain. — [1160, 369, 1374, 464]
